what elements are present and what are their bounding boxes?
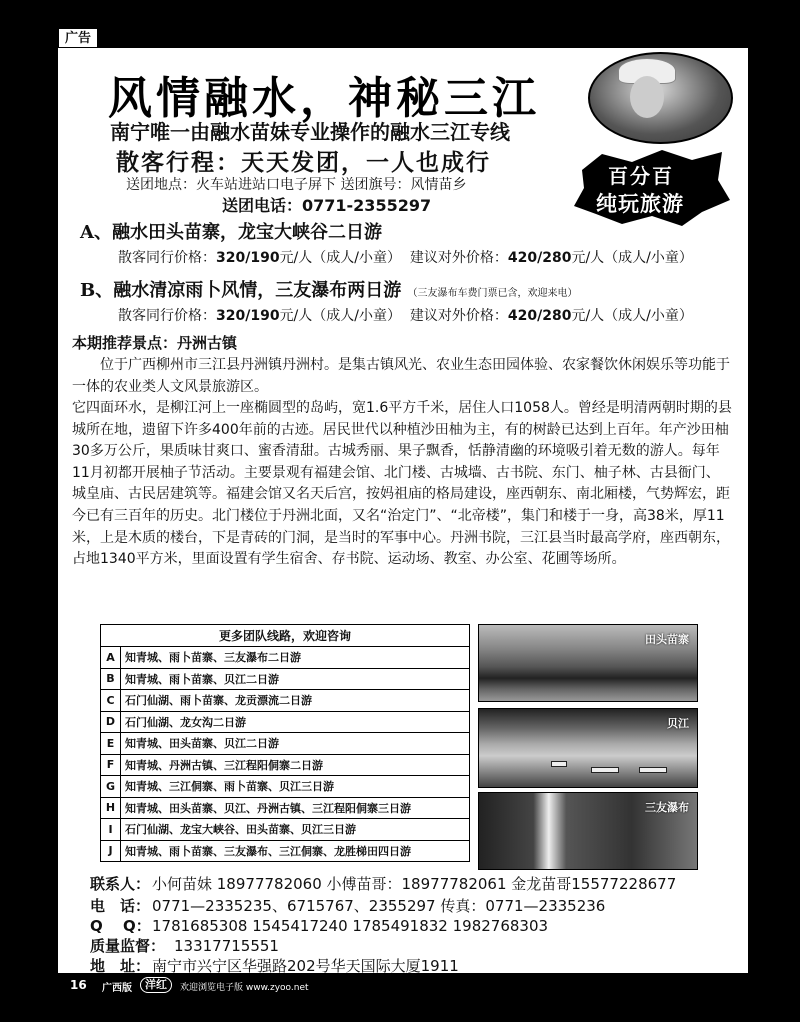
badge-line-2: 纯玩旅游 — [596, 192, 684, 216]
ad-tag: 广告 — [58, 28, 98, 48]
page-footer — [0, 975, 800, 995]
badge-line-1: 百分百 — [608, 164, 674, 188]
table-row: E 知青城、田头苗寨、贝江二日游 — [101, 733, 470, 755]
miao-girl-photo — [588, 52, 733, 144]
intro-paragraph: 位于广西柳州市三江县丹洲镇丹洲村。是集古镇风光、农业生态田园体验、农家餐饮休闲娱乐等功能于一体的农业类人文风景旅游区。 — [72, 357, 730, 395]
detail-paragraph: 它四面环水，是柳江河上一座椭圆型的岛屿，宽1.6平方千米，居住人口1058人。曾经是明清两朝时期的县城所在地，遗留下许多400年前的古迹。居民世代以种植沙田柚为主，有的树龄已达到上百年。年产沙田柚30多万公斤，果质味甘爽口、蜜香清甜。古城秀丽、果子飘香，恬静清幽的环境吸引着无数的游人。每年11月初都开展柚子节活动。主要景观有福建会馆、北门楼、古城墙、古书院、东门、柚子林、古县衙门、城皇庙、古民居建筑等。福建会馆又名天后宫，按妈祖庙的格局建设，座西朝东、南北厢楼，气势辉宏，距今已有三百年的历史。北门楼位于丹洲北面，又名“治定门”、“北帝楼”，集门和楼于一身，高38米，厚11米，上是木质的楼台，下是青砖的门洞，是当时的军事中心。丹洲书院，三江县当时最高学府，座西朝东，占地1340平方米，里面设置有学生宿舍、存书院、运动场、教室、办公室、花圃等场所。 — [72, 400, 732, 568]
photo-label: 三友瀑布 — [645, 801, 689, 814]
table-header: 更多团队线路，欢迎咨询 — [101, 625, 470, 647]
table-row: D 石门仙湖、龙女沟二日游 — [101, 711, 470, 733]
boat-icon — [591, 767, 619, 773]
contact-qq: Q Q：1781685308 1545417240 1785491832 1982768303 — [90, 917, 549, 935]
table-row: G 知青城、三江侗寨、雨卜苗寨、贝江三日游 — [101, 776, 470, 798]
photo-tiantou-village — [478, 624, 698, 702]
table-row: C 石门仙湖、雨卜苗寨、龙贡漂流二日游 — [101, 690, 470, 712]
route-b-price: 散客同行价格：320/190元/人（成人/小童） 建议对外价格：420/280元/人（成人/小童） — [118, 308, 693, 324]
face — [630, 76, 664, 118]
website-link[interactable]: 欢迎浏览电子版 www.zyoo.net — [180, 983, 309, 993]
contact-person: 联系人： 小何苗妹 18977782060 小傅苗哥：18977782061 金龙苗哥15577228677 — [90, 875, 677, 893]
brand-logo: 洋红 — [140, 977, 172, 993]
table-row: I 石门仙湖、龙宝大峡谷、田头苗寨、贝江三日游 — [101, 819, 470, 841]
table-row: H 知青城、田头苗寨、贝江、丹洲古镇、三江程阳侗寨三日游 — [101, 797, 470, 819]
route-a-title: A、融水田头苗寨，龙宝大峡谷二日游 — [80, 222, 382, 243]
tour-phone: 送团电话：0771-2355297 — [222, 196, 432, 215]
contact-quality: 质量监督： 13317715551 — [90, 937, 279, 955]
edition: 广西版 — [102, 983, 132, 994]
route-b-title: B、融水清凉雨卜风情，三友瀑布两日游 （三友瀑布车费门票已含，欢迎来电） — [80, 280, 578, 301]
page-title: 风情融水，神秘三江 — [108, 73, 540, 124]
tagline: 散客行程：天天发团，一人也成行 — [116, 149, 491, 176]
photo-label: 贝江 — [667, 717, 689, 730]
contact-phone: 电 话： 0771—2335235、6715767、2355297 传真：0771—2335236 — [90, 897, 606, 915]
boat-icon — [551, 761, 567, 767]
photo-beijiang-river — [478, 708, 698, 788]
pure-tour-badge — [572, 150, 732, 226]
route-a-price: 散客同行价格：320/190元/人（成人/小童） 建议对外价格：420/280元/人（成人/小童） — [118, 250, 693, 266]
table-row: A 知青城、雨卜苗寨、三友瀑布二日游 — [101, 647, 470, 669]
table-row: B 知青城、雨卜苗寨、贝江二日游 — [101, 668, 470, 690]
table-row: J 知青城、雨卜苗寨、三友瀑布、三江侗寨、龙胜梯田四日游 — [101, 840, 470, 862]
table-row: F 知青城、丹洲古镇、三江程阳侗寨二日游 — [101, 754, 470, 776]
meeting-point: 送团地点：火车站进站口电子屏下 送团旗号：风情苗乡 — [126, 177, 467, 193]
photo-label: 田头苗寨 — [645, 633, 689, 646]
photo-sanyou-waterfall — [478, 792, 698, 870]
subtitle: 南宁唯一由融水苗妹专业操作的融水三江专线 — [110, 120, 510, 144]
boat-icon — [639, 767, 667, 773]
route-b-note: （三友瀑布车费门票已含，欢迎来电） — [407, 288, 578, 299]
group-routes-table — [100, 624, 470, 862]
page-number: 16 — [70, 978, 87, 992]
contact-address: 地 址： 南宁市兴宁区华强路202号华天国际大厦1911 — [90, 957, 459, 975]
recommend-heading: 本期推荐景点：丹洲古镇 — [72, 334, 238, 352]
